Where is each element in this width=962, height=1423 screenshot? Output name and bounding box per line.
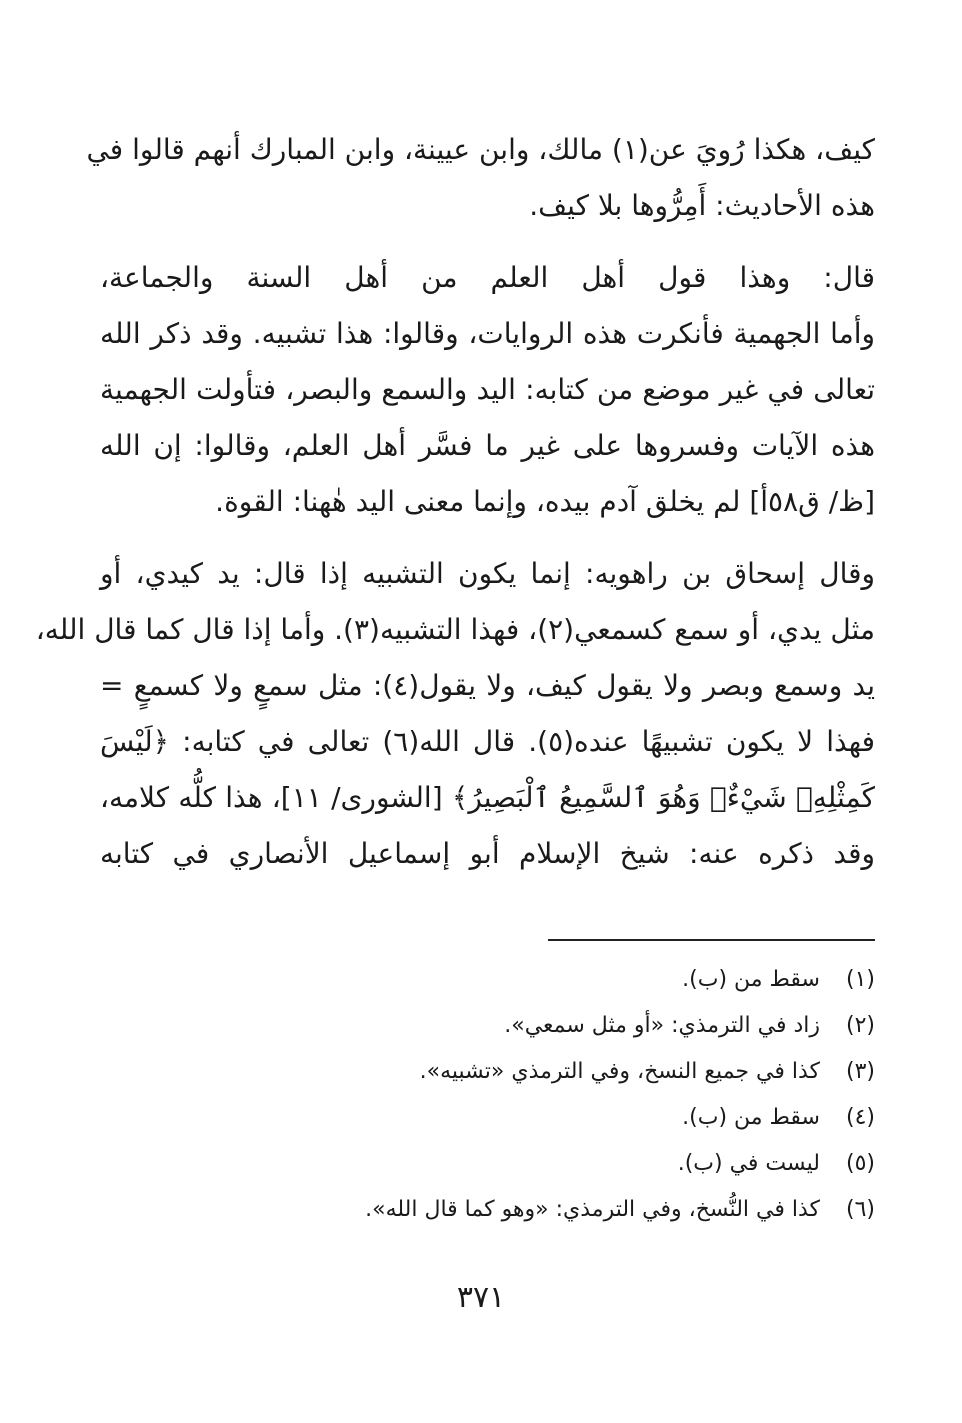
- text-line: كيف، هكذا رُويَ عن(١) مالك، وابن عيينة، وابن المبارك أنهم قالوا في: [86, 133, 875, 166]
- footnote-number: (٦): [845, 1197, 875, 1222]
- footnote: [300, 1141, 875, 1187]
- footnote: [300, 1049, 875, 1095]
- footnote: [300, 1003, 875, 1049]
- footnote: [300, 957, 875, 1003]
- footnote-number: (٥): [845, 1151, 875, 1176]
- text-line: هذه الأحاديث: أَمِرُّوها بلا كيف.: [529, 189, 875, 222]
- main-text: [35, 122, 876, 882]
- text-line: وأما الجهمية فأنكرت هذه الروايات، وقالوا: هذا تشبيه. وقد ذكر الله: [100, 317, 875, 350]
- footnote-number: (٤): [845, 1105, 875, 1130]
- text-line: [ظ/ ق٥٨أ] لم يخلق آدم بيده، وإنما معنى اليد هٰهنا: القوة.: [215, 485, 875, 518]
- footnote-text: سقط من (ب).: [682, 1105, 820, 1130]
- footnote-number: (١): [845, 967, 875, 992]
- text-line: وقد ذكره عنه: شيخ الإسلام أبو إسماعيل الأنصاري في كتابه: [100, 837, 875, 870]
- text-line: كَمِثْلِهِۦ شَيْءٌۖ وَهُوَ ٱلسَّمِيعُ ٱلْبَصِيرُ﴾ [الشورى/ ١١]، هذا كلُّه كلامه،: [100, 781, 876, 814]
- footnote-divider: [548, 939, 875, 941]
- page-number: ٣٧١: [456, 1280, 506, 1315]
- text-line: وقال إسحاق بن راهويه: إنما يكون التشبيه إذا قال: يد كيدي، أو: [100, 557, 875, 590]
- text-line: هذه الآيات وفسروها على غير ما فسَّر أهل العلم، وقالوا: إن الله: [100, 429, 875, 462]
- footnote-number: (٢): [845, 1013, 875, 1038]
- text-line: تعالى في غير موضع من كتابه: اليد والسمع والبصر، فتأولت الجهمية: [100, 373, 875, 406]
- footnote-text: كذا في النُّسخ، وفي الترمذي: «وهو كما قال الله».: [365, 1197, 820, 1222]
- footnote-text: زاد في الترمذي: «أو مثل سمعي».: [504, 1013, 820, 1038]
- text-line: مثل يدي، أو سمع كسمعي(٢)، فهذا التشبيه(٣). وأما إذا قال كما قال الله،: [35, 613, 875, 646]
- footnote-text: ليست في (ب).: [677, 1151, 820, 1176]
- text-line: فهذا لا يكون تشبيهًا عنده(٥). قال الله(٦) تعالى في كتابه: ﴿لَيْسَ: [100, 725, 875, 758]
- footnotes: [300, 957, 875, 1233]
- footnote: [300, 1187, 875, 1233]
- footnote: [300, 1095, 875, 1141]
- text-line: يد وسمع وبصر ولا يقول كيف، ولا يقول(٤): مثل سمعٍ ولا كسمعٍ =: [100, 669, 875, 702]
- footnote-text: كذا في جميع النسخ، وفي الترمذي «تشبيه».: [419, 1059, 820, 1084]
- footnote-number: (٣): [845, 1059, 875, 1084]
- text-line: قال: وهذا قول أهل العلم من أهل السنة والجماعة،: [100, 261, 875, 294]
- footnote-text: سقط من (ب).: [682, 967, 820, 992]
